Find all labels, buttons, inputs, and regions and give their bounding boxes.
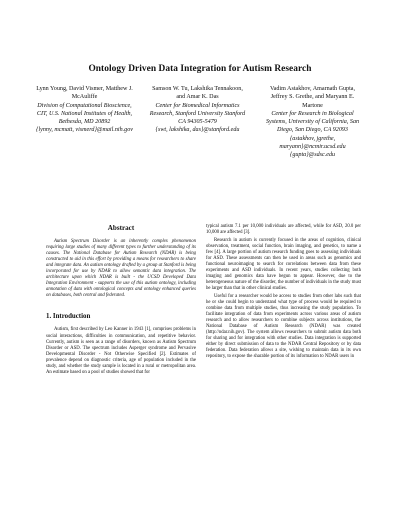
author-names: Samson W. Tu, Lakshika Tennakoon, and Amar K. Das: [152, 86, 243, 101]
author-names: Lynn Young, David Vismer, Matthew J. McAuliffe: [36, 86, 133, 101]
author-affiliation: Division of Computational Bioscience, CIT, U.S. National Institutes of Health, Bethesda, MD 20892: [36, 102, 133, 126]
body-paragraph: Research in autism is currently focused in the areas of cognition, clinical observation, treatment, social function, brain imaging, and genetics, to name a few [4]. A large portion of autism research funding goes to assessing individuals for ASD. These assessments can then be used in areas such as genomics and functional neuroimaging to search for correlations between data from these experiments and ASD individuals. In recent years, studies collecting both imaging and genomics data have begun to appear. However, due to the heterogeneous nature of the disorder, the number of individuals in the study must be larger than that in other clinical studies.: [206, 237, 361, 292]
author-names: Vadim Astakhov, Amarnath Gupta, Jeffrey S. Grethe, and Maryann E. Martone: [269, 86, 356, 109]
abstract-heading: Abstract: [107, 224, 135, 232]
intro-heading: 1. Introduction: [46, 313, 91, 321]
author-affiliation: Center for Research in Biological Systems, University of California, San Diego, San Diego, CA 92093: [265, 110, 360, 134]
left-column: [46, 224, 196, 376]
body-paragraph: Useful for a researcher would be access to studies from other labs such that he or she could begin to understand what type of process would be required to combine data from multiple studies, thus increasing the study population. To facilitate integration of data from experiments across various areas of autism research and to allow researchers to combine subjects across institutions, the National Database of Autism Research (NDAR) was created (http://ndar.nih.gov). The system allows researchers to submit autism data both for sharing and for integration with other studies. Data integration is supported either by direct submission of data to the NDAR Central Repository or by data federation. Data federation allows a site, wishing to maintain data in its own repository, to expose the sharable portion of its information to NDAR users in: [206, 293, 361, 360]
intro-paragraph: Autism, first described by Leo Kanner in 1943 [1], comprises problems in social interactions, difficulties in communication, and repetitive behavior. Currently, autism is seen as a range of disorders, known as Autism Spectrum Disorder or ASD. The spectrum includes Asperger syndrome and Pervasive Developmental Disorder - Not Otherwise Specified [2]. Estimates of prevalence depend on diagnostic criteria, age of population included in the study, and whether the study sample is located in a rural or metropolitan area. An estimate based on a pool of studies showed that for: [46, 327, 196, 375]
author-group-ucsd: [261, 85, 364, 160]
abstract-text: Autism Spectrum Disorder is an inherently complex phenomenon requiring large studies of many different types to further understanding of its causes. The National Database for Autism Research (NDAR) is being constructed to aid in this effort by providing a means for researchers to share and integrate data. An autism ontology drafted by a group at Stanford is being incorporated for use by NDAR to allow semantic data integration. The architecture upon which NDAR is built - the UCSD Developed Data Integration Environment - supports the use of this autism ontology, including annotation of data with ontological concepts and ontology enhanced queries on databases, both central and federated.: [46, 239, 196, 299]
author-block: [0, 85, 400, 195]
author-email: {astakhov, jgrethe, maryann}@ncmir.ucsd.edu {gupta}@sdsc.edu: [279, 135, 346, 159]
body-paragraph: typical autism 7.1 per 10,000 individuals are affected, while for ASD, 20.0 per 10,000 are affected [3].: [206, 224, 361, 236]
paper-title: Ontology Driven Data Integration for Autism Research: [88, 64, 312, 74]
author-affiliation: Center for Biomedical Informatics Research, Stanford University Stanford CA 94305-5479: [149, 102, 246, 126]
author-group-stanford: [148, 85, 247, 135]
right-column: [206, 224, 361, 360]
author-group-nih: [36, 85, 133, 135]
author-email: {lynny, mcmatt, vismerd}@mail.nih.gov: [36, 127, 133, 134]
author-email: {swt, lakshika, das}@stanford.edu: [155, 127, 240, 134]
